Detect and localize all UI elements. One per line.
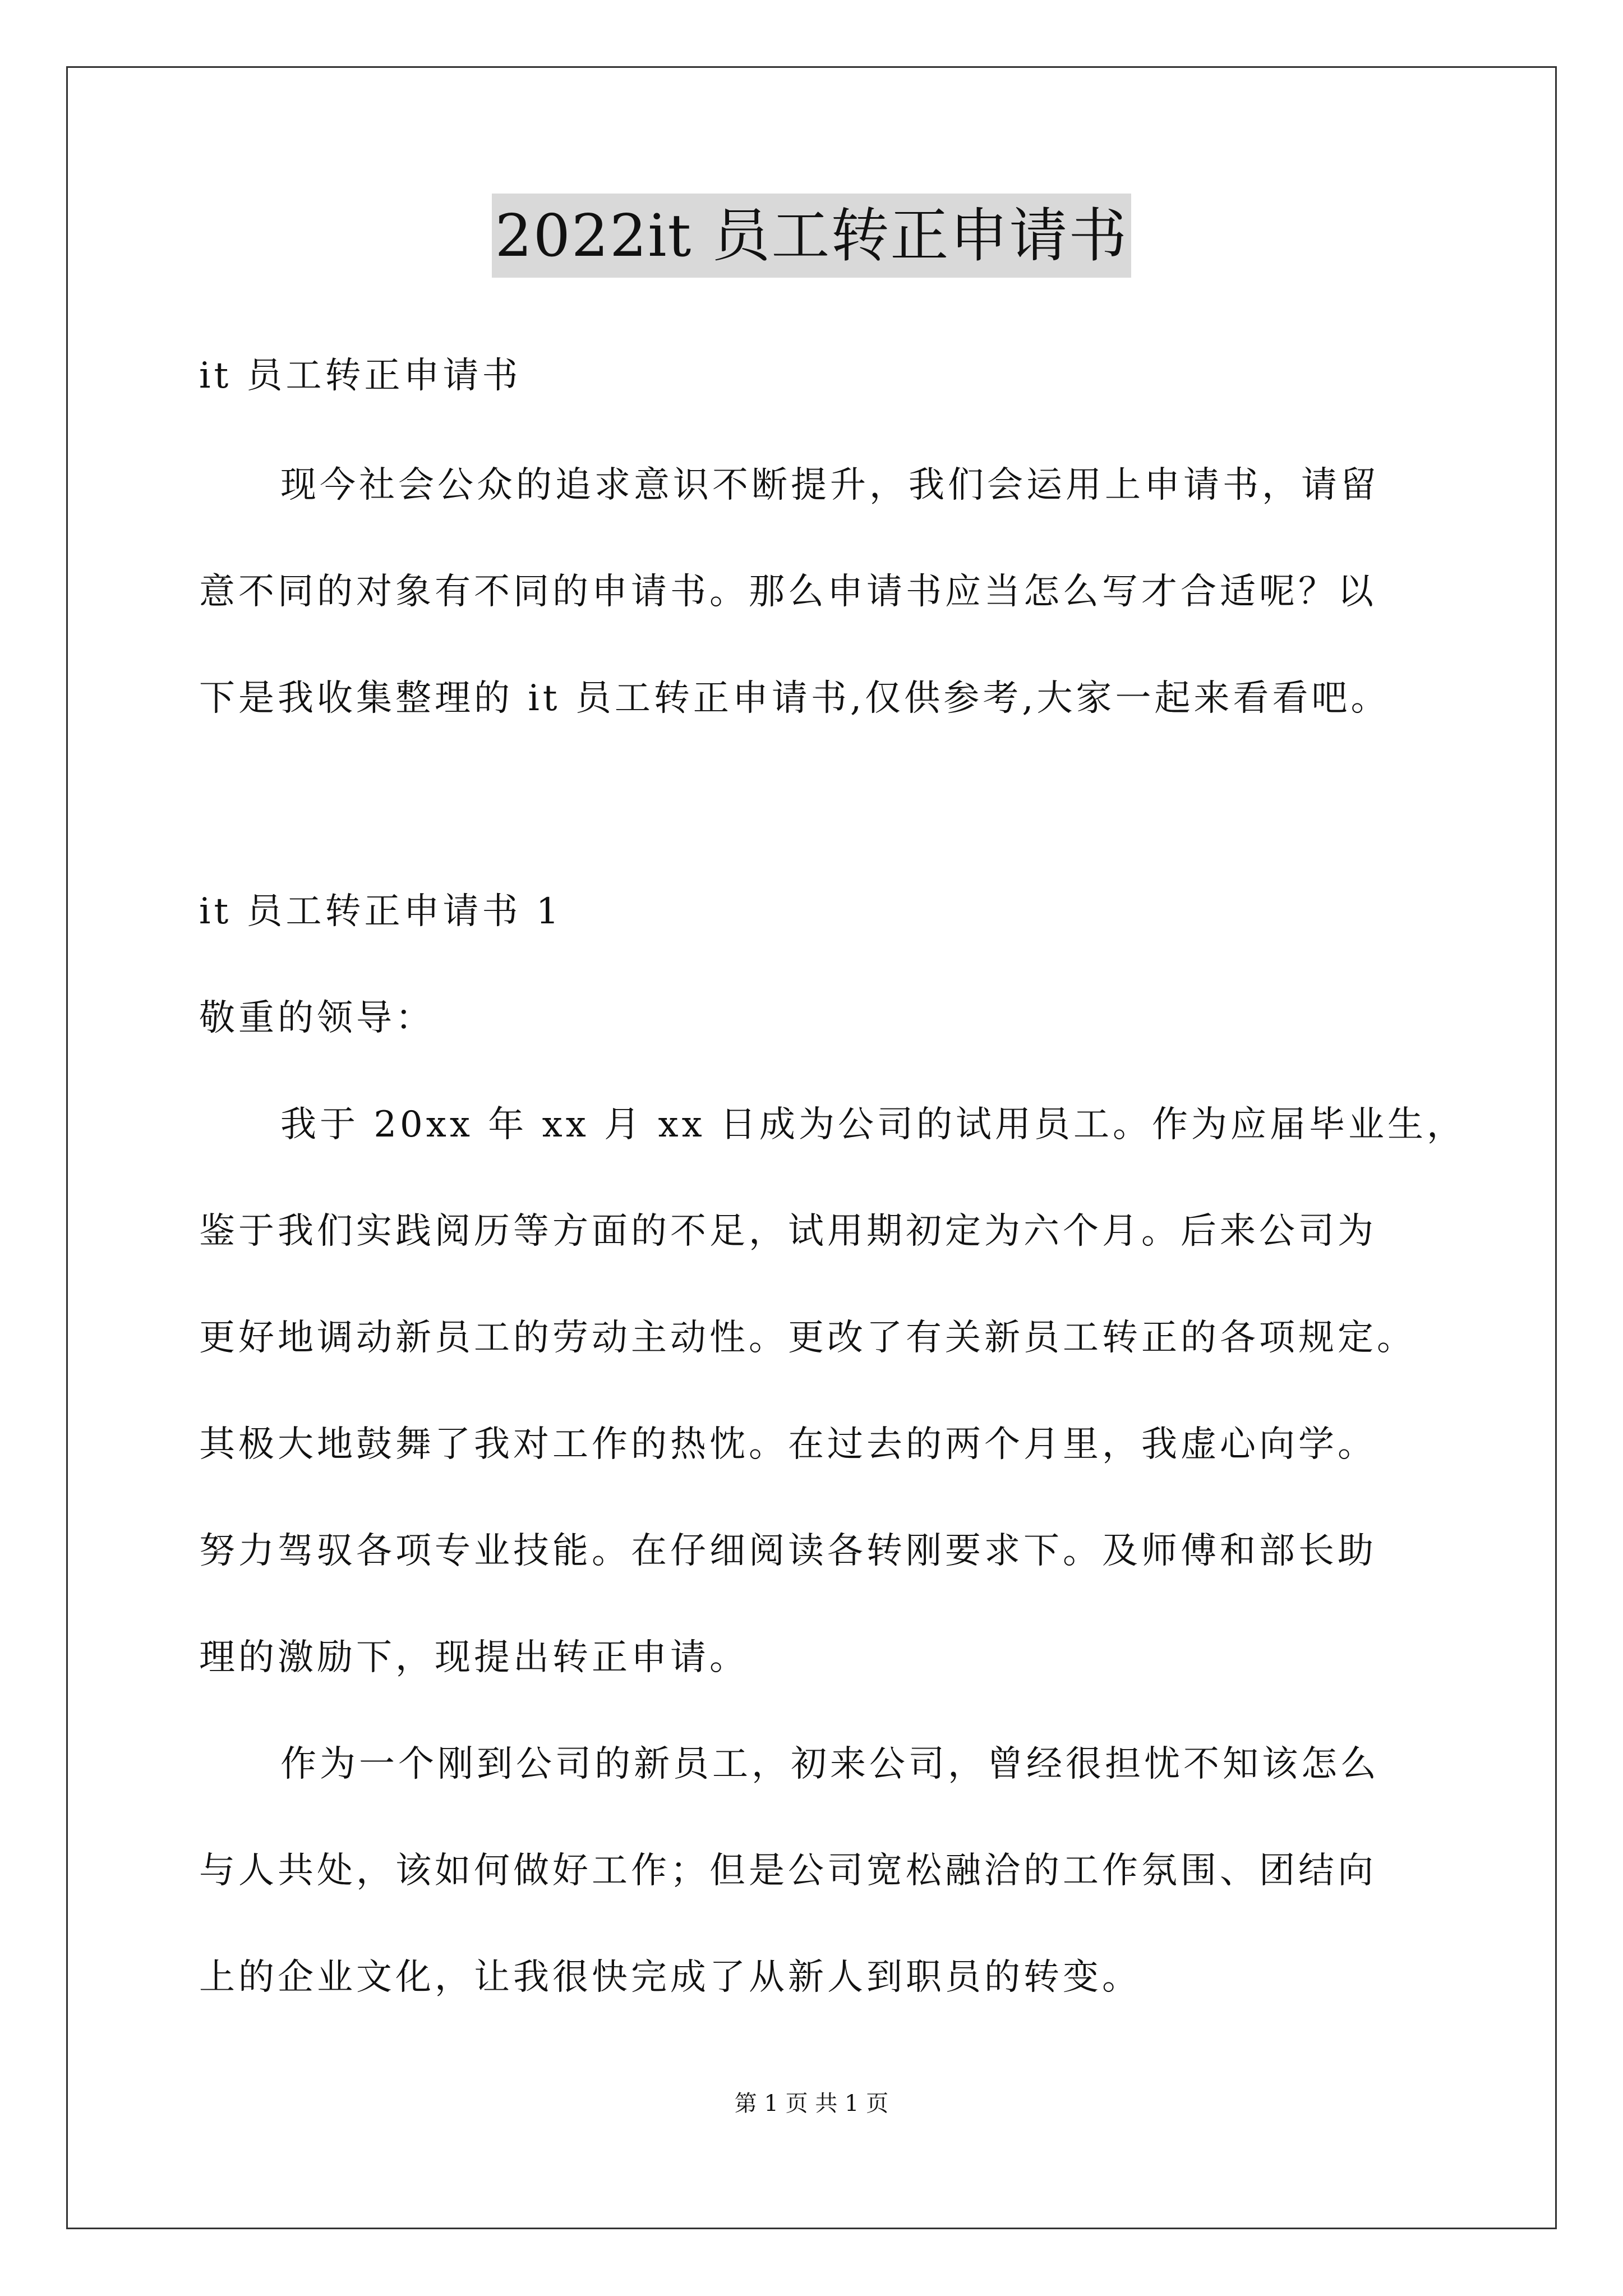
salutation: 敬重的领导： <box>199 997 435 1039</box>
title-area <box>0 194 1623 278</box>
paragraph-line: 鉴于我们实践阅历等方面的不足，试用期初定为六个月。后来公司为 <box>199 1211 1377 1252</box>
document-title: 2022it 员工转正申请书 <box>492 194 1132 278</box>
paragraph-line: 更好地调动新员工的劳动主动性。更改了有关新员工转正的各项规定。 <box>199 1317 1416 1359</box>
paragraph-line: 上的企业文化，让我很快完成了从新人到职员的转变。 <box>199 1957 1141 1998</box>
paragraph-line: 理的激励下，现提出转正申请。 <box>199 1637 749 1678</box>
paragraph-line: 作为一个刚到公司的新员工，初来公司，曾经很担忧不知该怎么 <box>280 1743 1380 1785</box>
intro-line: 下是我收集整理的 it 员工转正申请书,仅供参考,大家一起来看看吧。 <box>199 678 1390 719</box>
paragraph-line: 与人共处，该如何做好工作；但是公司宽松融洽的工作氛围、团结向 <box>199 1850 1377 1892</box>
intro-line: 意不同的对象有不同的申请书。那么申请书应当怎么写才合适呢？以 <box>199 571 1377 613</box>
page-footer: 第 1 页 共 1 页 <box>734 2091 889 2116</box>
paragraph-line: 我于 20xx 年 xx 月 xx 日成为公司的试用员工。作为应届毕业生， <box>280 1104 1467 1145</box>
section-title: it 员工转正申请书 1 <box>199 891 562 932</box>
intro-line: 现今社会公众的追求意识不断提升，我们会运用上申请书，请留 <box>280 464 1380 506</box>
paragraph-line: 努力驾驭各项专业技能。在仔细阅读各转刚要求下。及师傅和部长助 <box>199 1530 1377 1572</box>
paragraph-line: 其极大地鼓舞了我对工作的热忱。在过去的两个月里，我虚心向学。 <box>199 1424 1377 1465</box>
subtitle: it 员工转正申请书 <box>199 355 522 397</box>
